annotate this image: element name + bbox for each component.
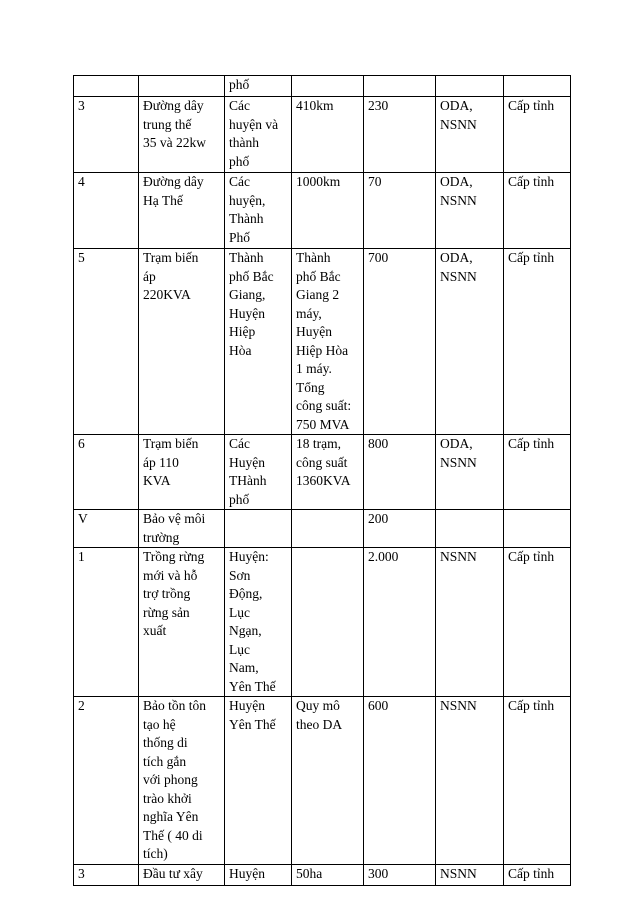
section-row	[74, 510, 571, 548]
cell-level: Cấp tỉnh	[504, 864, 571, 885]
cell-item: Bảo tồn tôn tạo hệ thống di tích gắn với phong trào khởi nghĩa Yên Thế ( 40 di tích)	[139, 697, 225, 865]
cell-item: Đầu tư xây	[139, 864, 225, 885]
cell-scale: 50ha	[292, 864, 364, 885]
cell-location: Các huyện và thành phố	[225, 97, 292, 173]
cell-location: Thành phố Bắc Giang, Huyện Hiệp Hòa	[225, 249, 292, 435]
cell-location: phố	[225, 76, 292, 97]
cell-capital: 70	[364, 173, 436, 249]
cell-index	[74, 76, 139, 97]
cell-source: ODA, NSNN	[436, 249, 504, 435]
cell-capital	[364, 76, 436, 97]
cell-scale: 18 trạm, công suất 1360KVA	[292, 435, 364, 510]
cell-level: Cấp tỉnh	[504, 173, 571, 249]
cell-item: Trồng rừng mới và hỗ trợ trồng rừng sản xuất	[139, 548, 225, 697]
cell-location	[225, 510, 292, 548]
cell-level: Cấp tỉnh	[504, 97, 571, 173]
cell-scale	[292, 510, 364, 548]
cell-scale	[292, 548, 364, 697]
table-row	[74, 864, 571, 885]
cell-capital: 230	[364, 97, 436, 173]
table-row	[74, 435, 571, 510]
cell-capital: 2.000	[364, 548, 436, 697]
cell-scale: Thành phố Bắc Giang 2 máy, Huyện Hiệp Hòa 1 máy. Tổng công suất: 750 MVA	[292, 249, 364, 435]
table-row	[74, 548, 571, 697]
cell-index: 1	[74, 548, 139, 697]
cell-scale: 410km	[292, 97, 364, 173]
cell-level: Cấp tỉnh	[504, 697, 571, 865]
cell-source: NSNN	[436, 864, 504, 885]
cell-source	[436, 510, 504, 548]
cell-index: 4	[74, 173, 139, 249]
cell-item: Bảo vệ môi trường	[139, 510, 225, 548]
cell-index: 5	[74, 249, 139, 435]
cell-source: ODA, NSNN	[436, 173, 504, 249]
cell-item	[139, 76, 225, 97]
cell-item: Đường dây Hạ Thế	[139, 173, 225, 249]
table-row	[74, 173, 571, 249]
table-row	[74, 249, 571, 435]
cell-source: NSNN	[436, 697, 504, 865]
table-row	[74, 97, 571, 173]
cell-item: Trạm biến áp 110 KVA	[139, 435, 225, 510]
cell-capital: 200	[364, 510, 436, 548]
cell-level	[504, 76, 571, 97]
cell-index: 3	[74, 97, 139, 173]
cell-level	[504, 510, 571, 548]
cell-location: Các huyện, Thành Phố	[225, 173, 292, 249]
cell-index: 2	[74, 697, 139, 865]
cell-location: Huyện	[225, 864, 292, 885]
cell-location: Huyện: Sơn Động, Lục Ngạn, Lục Nam, Yên Thế	[225, 548, 292, 697]
cell-capital: 300	[364, 864, 436, 885]
cell-source: ODA, NSNN	[436, 97, 504, 173]
cell-capital: 700	[364, 249, 436, 435]
cell-index: V	[74, 510, 139, 548]
cell-item: Đường dây trung thế 35 và 22kw	[139, 97, 225, 173]
cell-level: Cấp tỉnh	[504, 249, 571, 435]
cell-item: Trạm biến áp 220KVA	[139, 249, 225, 435]
cell-level: Cấp tỉnh	[504, 435, 571, 510]
cell-scale: 1000km	[292, 173, 364, 249]
cell-source: ODA, NSNN	[436, 435, 504, 510]
cell-source: NSNN	[436, 548, 504, 697]
cell-capital: 600	[364, 697, 436, 865]
cell-capital: 800	[364, 435, 436, 510]
cell-scale	[292, 76, 364, 97]
cell-location: Các Huyện THành phố	[225, 435, 292, 510]
cell-source	[436, 76, 504, 97]
cell-location: Huyện Yên Thế	[225, 697, 292, 865]
cell-index: 3	[74, 864, 139, 885]
table-row	[74, 76, 571, 97]
cell-level: Cấp tỉnh	[504, 548, 571, 697]
table-row	[74, 697, 571, 865]
investment-table	[73, 75, 571, 886]
cell-index: 6	[74, 435, 139, 510]
cell-scale: Quy mô theo DA	[292, 697, 364, 865]
